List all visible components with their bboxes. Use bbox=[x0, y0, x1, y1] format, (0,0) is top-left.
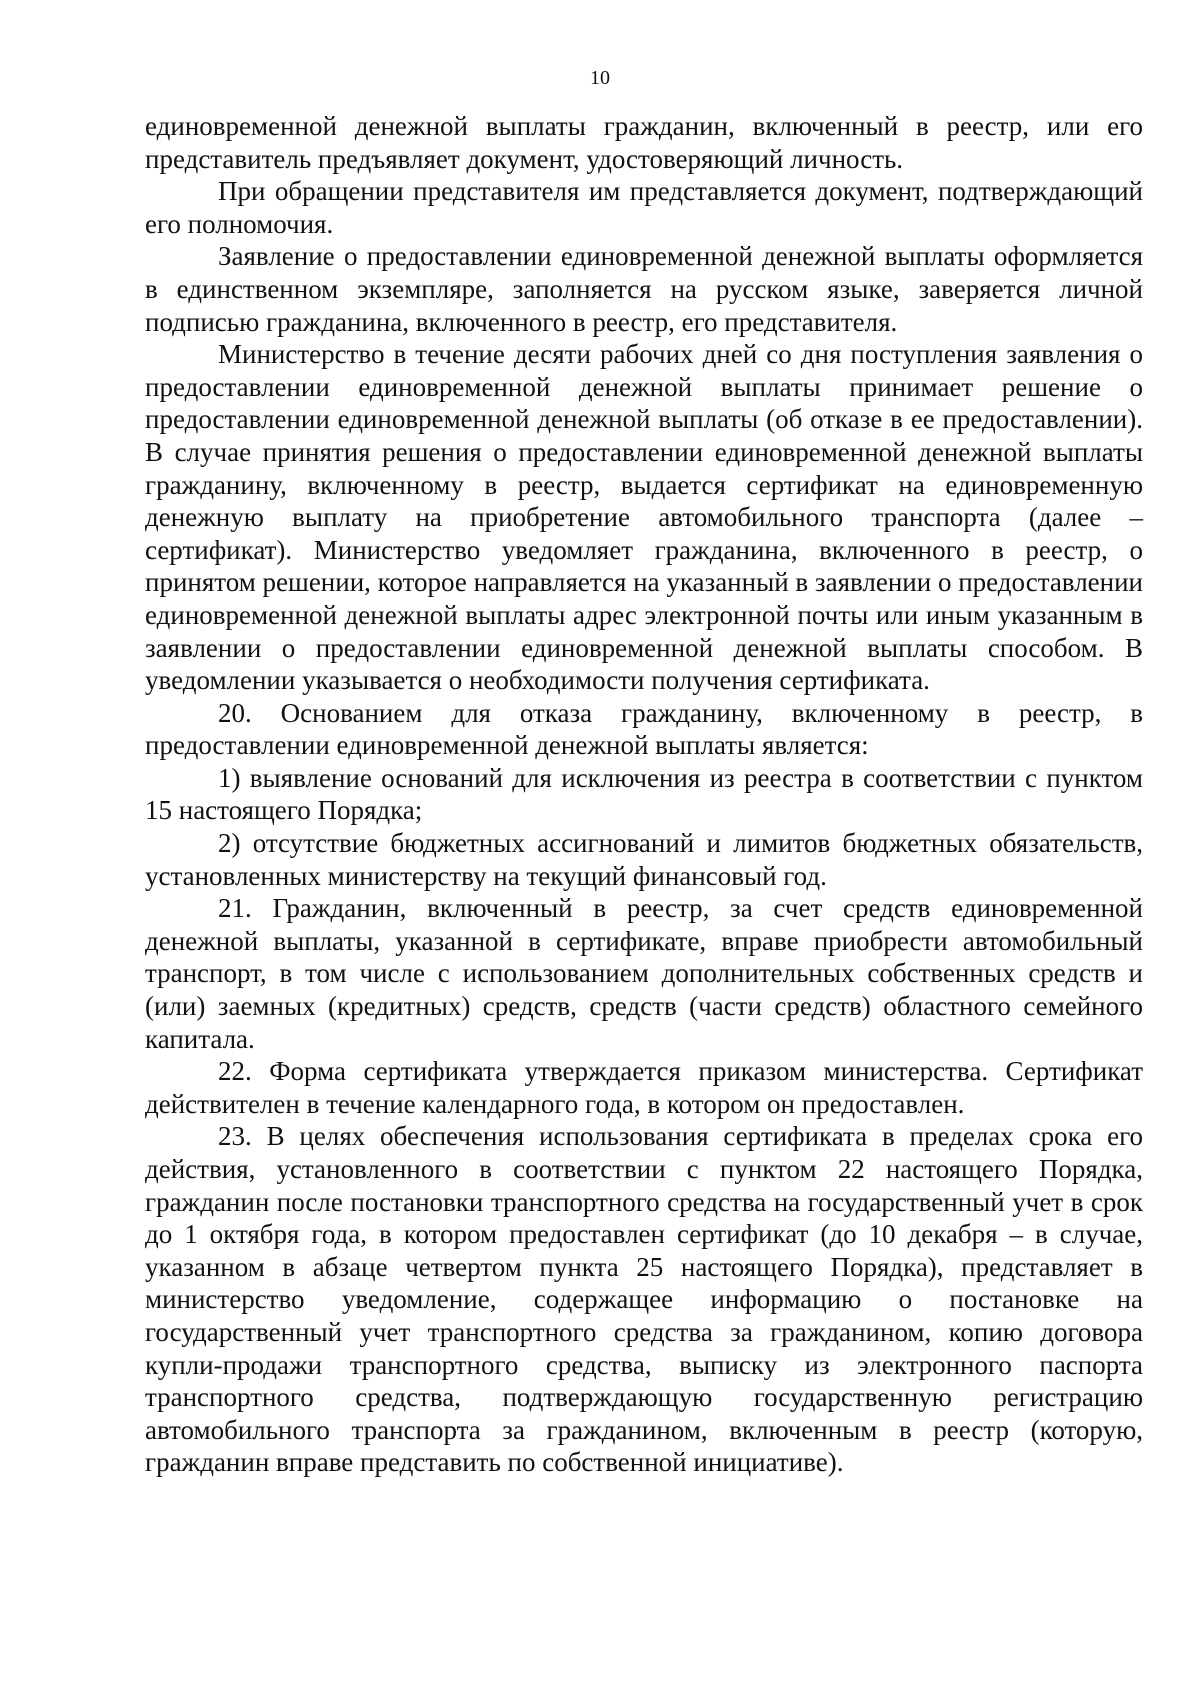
paragraph-continuation: единовременной денежной выплаты гражданин, включенный в реестр, или его представитель предъявляет документ, удостоверяющий личность. bbox=[145, 111, 1143, 174]
paragraph-item-20: 20. Основанием для отказа гражданину, включенному в реестр, в предоставлении единовременной денежной выплаты является: bbox=[145, 697, 1143, 761]
paragraph-item-20-2: 2) отсутствие бюджетных ассигнований и лимитов бюджетных обязательств, установленных министерству на текущий финансовый год. bbox=[145, 828, 1143, 891]
paragraph-ministry-decision: Министерство в течение десяти рабочих дней со дня поступления заявления о предоставлении единовременной денежной выплаты принимает решение о предоставлении единовременной денежной выплаты (об отказе в ее предоставлении). В случае принятия решения о предоставлении единовременной денежной выплаты гражданину, включенному в реестр, выдается сертификат на единовременную денежную выплату на приобретение автомобильного транспорта (далее – сертификат). Министерство уведомляет гражданина, включенного в реестр, о принятом решении, которое направляется на указанный в заявлении о предоставлении единовременной денежной выплаты адрес электронной почты или иным указанным в заявлении о предоставлении единовременной денежной выплаты способом. В уведомлении указывается о необходимости получения сертификата. bbox=[145, 339, 1143, 696]
paragraph-application-form: Заявление о предоставлении единовременной денежной выплаты оформляется в единственном экземпляре, заполняется на русском языке, заверяется личной подписью гражданина, включенного в реестр, его представителя. bbox=[145, 241, 1143, 337]
paragraph-item-20-1: 1) выявление оснований для исключения из реестра в соответствии с пунктом 15 настоящего Порядка; bbox=[145, 762, 1143, 826]
document-body bbox=[145, 110, 1143, 1479]
paragraph-representative: При обращении представителя им представляется документ, подтверждающий его полномочия. bbox=[145, 176, 1143, 239]
paragraph-item-21: 21. Гражданин, включенный в реестр, за счет средств единовременной денежной выплаты, указанной в сертификате, вправе приобрести автомобильный транспорт, в том числе с использованием дополнительных собственных средств и (или) заемных (кредитных) средств, средств (части средств) областного семейного капитала. bbox=[145, 893, 1143, 1054]
page-number: 10 bbox=[590, 67, 610, 89]
paragraph-item-22: 22. Форма сертификата утверждается приказом министерства. Сертификат действителен в течение календарного года, в котором он предоставлен. bbox=[145, 1056, 1143, 1119]
paragraph-item-23: 23. В целях обеспечения использования сертификата в пределах срока его действия, установленного в соответствии с пунктом 22 настоящего Порядка, гражданин после постановки транспортного средства на государственный учет в срок до 1 октября года, в котором предоставлен сертификат (до 10 декабря – в случае, указанном в абзаце четвертом пункта 25 настоящего Порядка), представляет в министерство уведомление, содержащее информацию о постановке на государственный учет транспортного средства за гражданином, копию договора купли-продажи транспортного средства, выписку из электронного паспорта транспортного средства, подтверждающую государственную регистрацию автомобильного транспорта за гражданином, включенным в реестр (которую, гражданин вправе представить по собственной инициативе). bbox=[145, 1121, 1143, 1478]
